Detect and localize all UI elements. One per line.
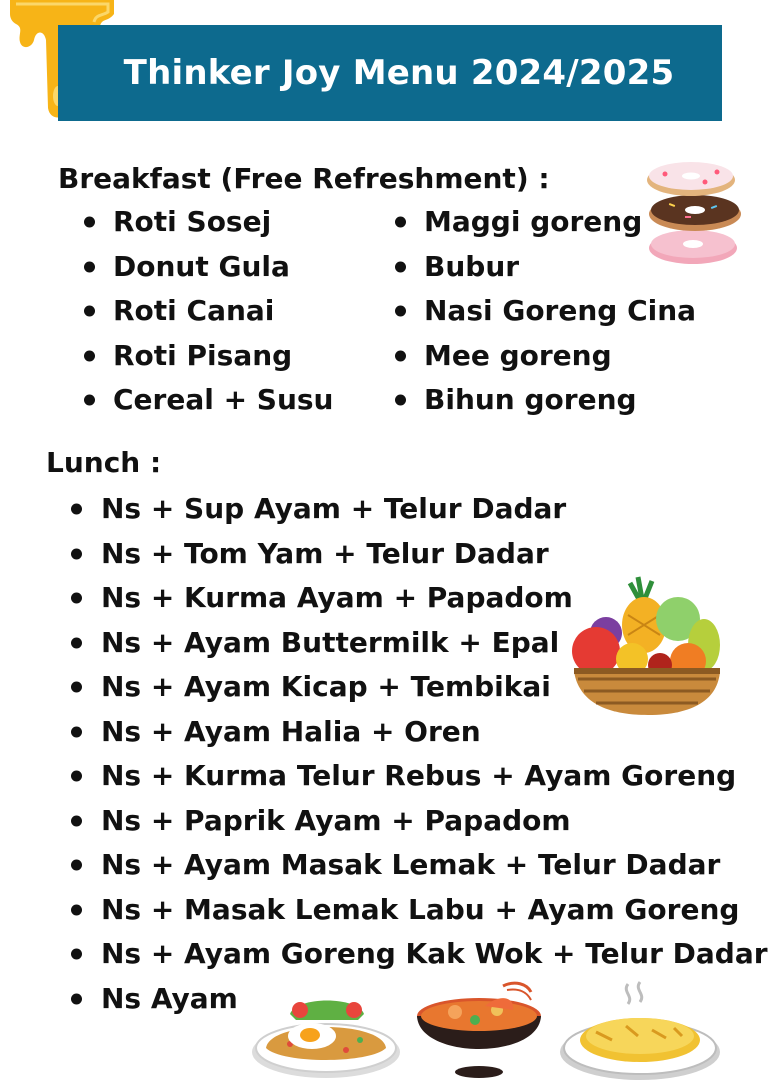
list-item: Ns + Tom Yam + Telur Dadar [71,532,768,577]
list-item: Ns + Ayam Halia + Oren [71,710,768,755]
list-item: Maggi goreng [395,200,696,245]
list-item: Cereal + Susu [84,378,334,423]
list-item: Ns + Kurma Telur Rebus + Ayam Goreng [71,754,768,799]
list-item: Roti Sosej [84,200,334,245]
list-item: Ns + Kurma Ayam + Papadom [71,576,768,621]
list-item: Ns + Ayam Goreng Kak Wok + Telur Dadar [71,932,768,977]
list-item: Ns + Sup Ayam + Telur Dadar [71,487,768,532]
list-item: Roti Canai [84,289,334,334]
page-title: Thinker Joy Menu 2024/2025 [123,53,675,93]
list-item: Ns + Ayam Kicap + Tembikai [71,665,768,710]
list-item: Ns + Ayam Buttermilk + Epal [71,621,768,666]
list-item: Ns + Masak Lemak Labu + Ayam Goreng [71,888,768,933]
lunch-heading: Lunch : [46,446,162,479]
list-item: Ns + Paprik Ayam + Papadom [71,799,768,844]
list-item: Bihun goreng [395,378,696,423]
omelette-plate-icon [556,980,724,1084]
tom-yam-bowl-icon [415,980,545,1084]
list-item: Ns Ayam [71,977,768,1022]
list-item: Donut Gula [84,245,334,290]
list-item: Nasi Goreng Cina [395,289,696,334]
donut-stack-icon [645,158,745,266]
breakfast-heading: Breakfast (Free Refreshment) : [58,162,550,195]
list-item: Roti Pisang [84,334,334,379]
list-item: Mee goreng [395,334,696,379]
list-item: Ns + Ayam Masak Lemak + Telur Dadar [71,843,768,888]
breakfast-list-col-1 [84,200,334,423]
fruit-basket-icon [568,575,726,717]
fried-rice-egg-icon [250,990,402,1080]
lunch-list [71,487,768,1021]
title-bar [58,25,722,121]
list-item: Bubur [395,245,696,290]
